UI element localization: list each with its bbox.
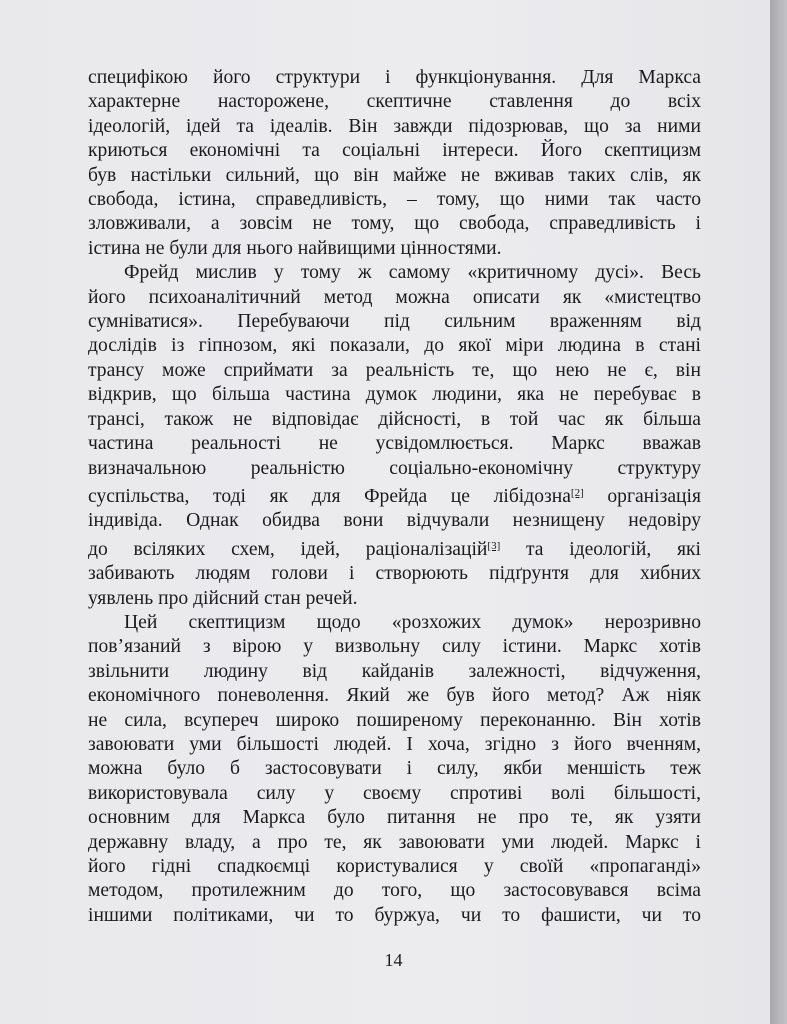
text-line: основним для Маркса було питання не про те, як узяти	[88, 807, 701, 829]
text-line: звільнити людину від кайданів залежності, відчуження,	[88, 660, 701, 682]
text-line: завоювати уми більшості людей. І хоча, згідно з його вченням,	[88, 733, 701, 755]
text-line: його гідні спадкоємці користувалися у своїй «пропаганді»	[88, 856, 701, 877]
text-line: частина реальності не усвідомлюється. Маркс вважав	[88, 433, 701, 455]
text-line: свобода, істина, справедливість, – тому, що ними так часто	[88, 189, 701, 211]
text-line: відкрив, що більша частина думок людини, яка не перебуває в	[88, 384, 701, 406]
text-line: криються економічні та соціальні інтереси. Його скептицизм	[88, 140, 701, 162]
paragraph-1	[88, 66, 701, 261]
text-line: пов’язаний з вірою у визвольну силу істини. Маркс хотів	[88, 636, 701, 658]
text-line: Фрейд мислив у тому ж самому «критичному дусі». Весь	[124, 262, 701, 284]
paragraph-3	[88, 611, 701, 928]
text-line: трансі, також не відповідає дійсності, в той час як більша	[88, 408, 701, 430]
text-line: Цей скептицизм щодо «розхожих думок» нерозривно	[124, 611, 701, 633]
text-segment: організація	[583, 485, 701, 507]
text-segment: до всіляких схем, ідей, раціоналізацій	[88, 538, 488, 560]
text-line: трансу може сприймати за реальність те, що нею не є, він	[88, 359, 701, 381]
paragraph-2	[88, 261, 701, 611]
text-line: можна було б застосовувати і силу, якби меншість теж	[88, 758, 701, 780]
text-line: сумніватися». Перебуваючи під сильним враженням від	[88, 311, 701, 333]
text-line: іншими політиками, чи то буржуа, чи то фашисти, чи то	[88, 904, 701, 926]
text-line: істина не були для нього найвищими цінностями.	[88, 237, 502, 259]
text-line: забивають людям голови і створюють підґрунтя для хибних	[88, 563, 701, 585]
text-segment: та ідеологій, які	[500, 538, 701, 560]
text-line: не сила, всупереч широко поширеному переконанню. Він хотів	[88, 709, 701, 731]
text-line: специфікою його структури і функціонування. Для Маркса	[88, 67, 701, 88]
text-line: уявлень про дійсний стан речей.	[88, 587, 358, 609]
footnote-link-3[interactable]: [3]	[487, 539, 501, 552]
text-line: використовувала силу у своєму спротиві волі більшості,	[88, 782, 701, 804]
text-line: був настільки сильний, що він майже не вживав таких слів, як	[88, 164, 701, 186]
footnote-link-2[interactable]: [2]	[570, 486, 584, 499]
text-line: дослідів із гіпнозом, які показали, до якої міри людина в стані	[88, 335, 701, 357]
text-line: його психоаналітичний метод можна описати як «мистецтво	[88, 286, 701, 308]
text-segment: суспільства, тоді як для Фрейда це лібідозна	[88, 485, 571, 507]
text-line: ідеологій, ідей та ідеалів. Він завжди підозрював, що за ними	[88, 115, 701, 137]
text-line: характерне настороженe, скептичне ставлення до всіх	[88, 91, 701, 113]
text-line: державну владу, а про те, як завоювати уми людей. Маркс і	[88, 831, 701, 853]
text-line: зловживали, а зовсім не тому, що свобода, справедливість і	[88, 213, 701, 235]
text-line: визначальною реальністю соціально-економічну структуру	[88, 457, 701, 479]
text-line-with-footnote	[88, 481, 701, 509]
text-line: методом, протилежним до того, що застосовувався всіма	[88, 880, 701, 902]
page-number: 14	[384, 950, 403, 970]
text-line-with-footnote	[88, 534, 701, 562]
text-line: індивіда. Однак обидва вони відчували незнищену недовіру	[88, 510, 701, 532]
adjacent-page-edge	[770, 0, 787, 1024]
body-text	[88, 66, 701, 928]
text-line: економічного поневолення. Який же був його метод? Аж ніяк	[88, 685, 701, 707]
